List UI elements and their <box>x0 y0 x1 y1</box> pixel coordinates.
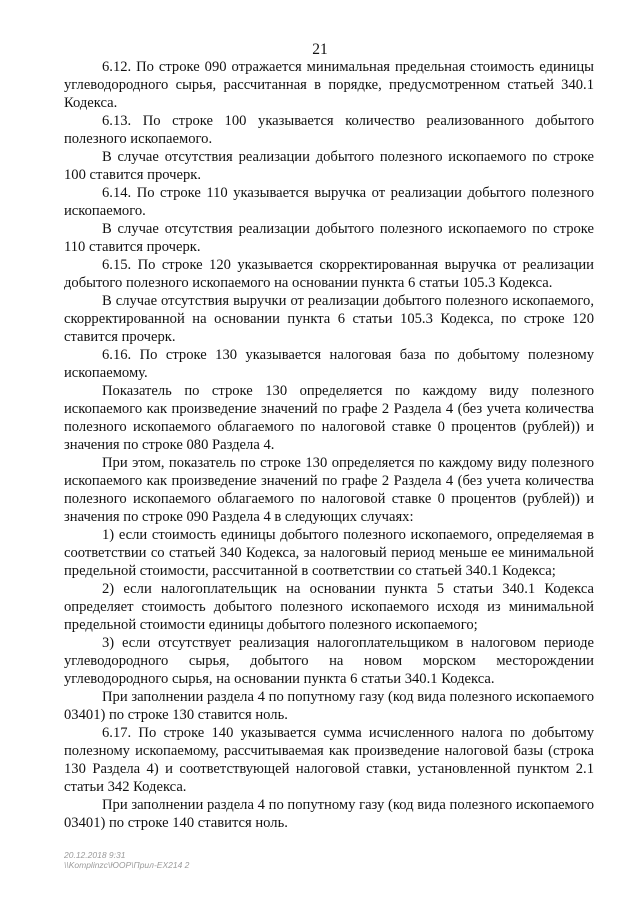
list-item-1: 1) если стоимость единицы добытого полезного ископаемого, определяемая в соответствии со статьей 340 Кодекса, за налоговый период меньше ее минимальной предельной стоимости, рассчитанной в соответствии со статьей 340.1 Кодекса; <box>64 527 594 579</box>
paragraph-6-13: 6.13. По строке 100 указывается количество реализованного добытого полезного ископаемого. <box>64 113 594 147</box>
paragraph-6-13-note: В случае отсутствия реализации добытого полезного ископаемого по строке 100 ставится прочерк. <box>64 149 594 183</box>
paragraph-6-16-cases: При этом, показатель по строке 130 определяется по каждому виду полезного ископаемого как произведение значений по графе 2 Раздела 4 (без учета количества полезного ископаемого облагаемого по налоговой ставке 0 процентов (рублей)) и значения по строке 090 Раздела 4 в следующих случаях: <box>64 455 594 525</box>
paragraph-6-15: 6.15. По строке 120 указывается скорректированная выручка от реализации добытого полезного ископаемого на основании пункта 6 статьи 105.3 Кодекса. <box>64 257 594 291</box>
paragraph-6-14: 6.14. По строке 110 указывается выручка от реализации добытого полезного ископаемого. <box>64 185 594 219</box>
paragraph-6-12: 6.12. По строке 090 отражается минимальная предельная стоимость единицы углеводородного сырья, рассчитанная в порядке, предусмотренном статьей 340.1 Кодекса. <box>64 59 594 111</box>
list-item-2: 2) если налогоплательщик на основании пункта 5 статьи 340.1 Кодекса определяет стоимость добытого полезного ископаемого исходя из минимальной предельной стоимости единицы добытого полезного ископаемого; <box>64 581 594 633</box>
paragraph-gas-140: При заполнении раздела 4 по попутному газу (код вида полезного ископаемого 03401) по строке 140 ставится ноль. <box>64 797 594 831</box>
paragraph-6-15-note: В случае отсутствия выручки от реализации добытого полезного ископаемого, скорректированной на основании пункта 6 статьи 105.3 Кодекса, по строке 120 ставится прочерк. <box>64 293 594 345</box>
paragraph-6-14-note: В случае отсутствия реализации добытого полезного ископаемого по строке 110 ставится прочерк. <box>64 221 594 255</box>
paragraph-6-16-calc: Показатель по строке 130 определяется по каждому виду полезного ископаемого как произведение значений по графе 2 Раздела 4 (без учета количества полезного ископаемого облагаемого по налоговой ставке 0 процентов (рублей)) и значения по строке 080 Раздела 4. <box>64 383 594 453</box>
paragraph-6-17: 6.17. По строке 140 указывается сумма исчисленного налога по добытому полезному ископаемому, рассчитываемая как произведение налоговой базы (строка 130 Раздела 4) и соответствующей налоговой ставки, установленной пунктом 2.1 статьи 342 Кодекса. <box>64 725 594 795</box>
paragraph-gas-130: При заполнении раздела 4 по попутному газу (код вида полезного ископаемого 03401) по строке 130 ставится ноль. <box>64 689 594 723</box>
document-body <box>64 58 594 832</box>
paragraph-6-16: 6.16. По строке 130 указывается налоговая база по добытому полезному ископаемому. <box>64 347 594 381</box>
list-item-3: 3) если отсутствует реализация налогоплательщиком в налоговом периоде углеводородного сырья, добытого на новом морском месторождении углеводородного сырья, на основании пункта 6 статьи 340.1 Кодекса. <box>64 635 594 687</box>
footer-file-path: \\Komplinzc\ЮОР\Прил-ЕХ214 2 <box>64 860 190 870</box>
footer-timestamp: 20.12.2018 9:31 <box>64 850 126 860</box>
page-number: 21 <box>312 41 328 58</box>
footer-stamp <box>64 850 189 870</box>
